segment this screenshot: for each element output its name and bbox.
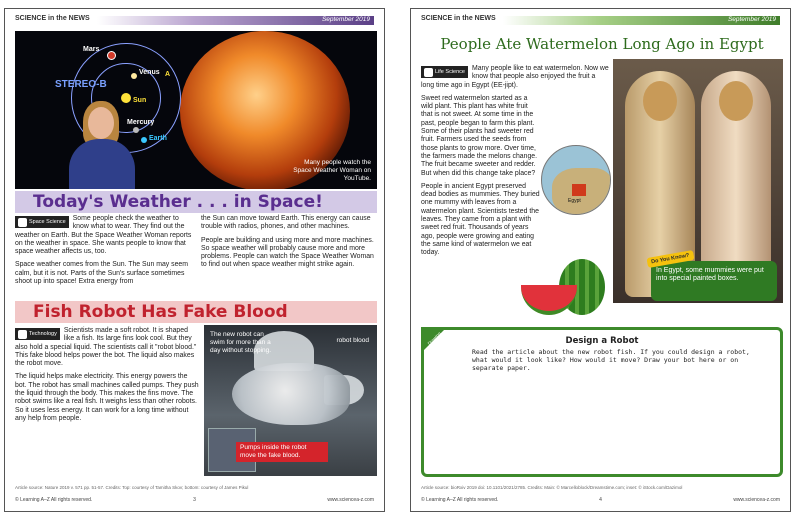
planet-icon [18, 218, 27, 227]
mask [719, 81, 753, 121]
pumps-caption: Pumps inside the robot move the fake blood. [236, 442, 328, 462]
weather-column-2 [201, 215, 377, 275]
life-science-tag [421, 66, 468, 78]
space-science-tag [15, 216, 69, 228]
header-bar [503, 16, 780, 25]
page-footer [15, 497, 374, 505]
paragraph: The liquid helps make electricity. This energy powers the bot. The robot has small machines called pumps. They push the liquid through the body. This makes the fins move. The robot swims like a real fish. It weighs less than other robots. So it uses less energy. It can work for a long time without any help from people. [15, 373, 199, 422]
page-number: 3 [193, 497, 196, 503]
label-earth: Earth [149, 135, 167, 142]
dress [69, 139, 135, 189]
robot-column [15, 327, 199, 428]
copyright: © Learning A–Z All rights reserved. [15, 497, 93, 503]
fish-body [232, 363, 350, 425]
tag-label: Life Science [435, 68, 465, 75]
copyright: © Learning A–Z All rights reserved. [421, 497, 499, 503]
label-venus: Venus [139, 69, 160, 76]
watermelon-article-title: People Ate Watermelon Long Ago in Egypt [440, 35, 764, 53]
page-left [4, 8, 385, 512]
egypt-map [541, 145, 611, 215]
design-a-robot-box[interactable] [421, 327, 783, 477]
header-bar [97, 16, 374, 25]
paragraph: Scientists made a soft robot. It is shaped like a fish. Its large fins look cool. But they also hold a special liquid. The scientists call it "robot blood." This fake blood helps power the bot. The liquid also makes the robot move. [15, 327, 197, 368]
header-date: September 2019 [321, 16, 370, 23]
did-you-know-badge: Do You Know? [646, 250, 694, 268]
website: www.sciencea-z.com [327, 497, 374, 503]
did-you-know-box [650, 252, 777, 301]
label-mercury: Mercury [127, 119, 155, 126]
venus-marker [131, 73, 137, 79]
technology-tag [15, 328, 60, 340]
paragraph: Sweet red watermelon started as a wild plant. This plant has white fruit that is not sweet. At some time in the past, people began to farm this plant. Some of their plants had sweeter red fruit. Farmers used the seeds from those plants to grow more. Over time, the farmers made the melons change. The fruit became sweeter and redder. But when did this change take place? [421, 94, 538, 177]
website: www.sciencea-z.com [733, 497, 780, 503]
space-photo-caption: Many people watch the Space Weather Woman on YouTube. [293, 159, 371, 182]
space-weather-woman [63, 101, 141, 189]
label-stereo: STEREO-B [55, 79, 107, 90]
paragraph: Some people check the weather to know what to wear. They find out the weather on Earth. But the Space Weather Woman reports on the weather in space. She wants people to know that space weather affects us, too. [15, 215, 192, 256]
robot-article-title: Fish Robot Has Fake Blood [15, 301, 377, 323]
paragraph: People in ancient Egypt preserved dead bodies as mummies. They buried one mummy with leaves from a watermelon plant. Scientists tested the leaves. They came from a plant with sweet red fruit. Thousands of years ago, people were growing and eating the same kind of watermelon we eat today. [421, 182, 540, 257]
header-series-title: SCIENCE in the NEWS [421, 15, 496, 22]
label-mars: Mars [83, 46, 100, 53]
weather-article-title: Today's Weather . . . in Space! [15, 191, 377, 213]
weather-column-1 [15, 215, 193, 291]
page-number: 4 [599, 497, 602, 503]
mars-marker [107, 51, 116, 60]
tag-label: Technology [29, 330, 57, 337]
tag-label: Space Science [29, 218, 66, 225]
paragraph: the Sun can move toward Earth. This energy can cause trouble with radios, phones, and other machines. [201, 215, 371, 231]
egypt-region [572, 184, 586, 196]
robot-blood-label: robot blood [336, 337, 369, 344]
drawing-corner-label: Drawing [426, 330, 442, 347]
map-label-egypt: Egypt [568, 198, 581, 204]
face [88, 107, 114, 139]
watermelon-image [519, 255, 609, 319]
design-instructions: Read the article about the new robot fish. If you could design a robot, what would it look like? How would it move? Draw your bot here or on separate paper. [472, 348, 750, 372]
mask [643, 81, 677, 121]
paragraph: Space weather comes from the Sun. The Sun may seem calm, but it is not. Parts of the Sun's surface sometimes shoot up into space! Extra energy from [15, 261, 188, 286]
page-right [410, 8, 791, 512]
page-footer [421, 497, 780, 505]
earth-marker [141, 137, 147, 143]
fish-caption: The new robot can swim for more than a day without stopping. [210, 331, 272, 354]
label-a: A [165, 71, 171, 78]
header-series-title: SCIENCE in the NEWS [15, 15, 90, 22]
leaf-icon [424, 68, 433, 77]
article-source: Article source: Nature 2019 v. 571 pp. 51-57. Credits: Top: courtesy of Tamitha Skov; bottom: courtesy of James Pikul [15, 485, 249, 490]
article-source: Article source: bioRxiv 2019 doi: 10.1101/2021/2785. Credits: Main: © Marcelloblock/Dreamstime.com; inset: © iStock.com/Dazimol [421, 485, 683, 490]
gear-icon [18, 330, 27, 339]
robot-fish-photo [204, 325, 377, 476]
page-header [421, 15, 780, 27]
did-you-know-text: In Egypt, some mummies were put into special painted boxes. [656, 267, 764, 282]
paragraph: Many people like to eat watermelon. Now we know that people also enjoyed the fruit a long time ago in Egypt (EE-jipt). [421, 65, 609, 89]
paragraph: People are building and using more and more machines. So space weather will probably cause more and more problems. People can watch the Space Weather Woman to find out when space weather might strike again. [201, 236, 374, 269]
header-date: September 2019 [727, 16, 776, 23]
page-header [15, 15, 374, 27]
label-sun: Sun [133, 97, 147, 104]
space-weather-photo [15, 31, 377, 189]
design-title: Design a Robot [565, 336, 639, 346]
